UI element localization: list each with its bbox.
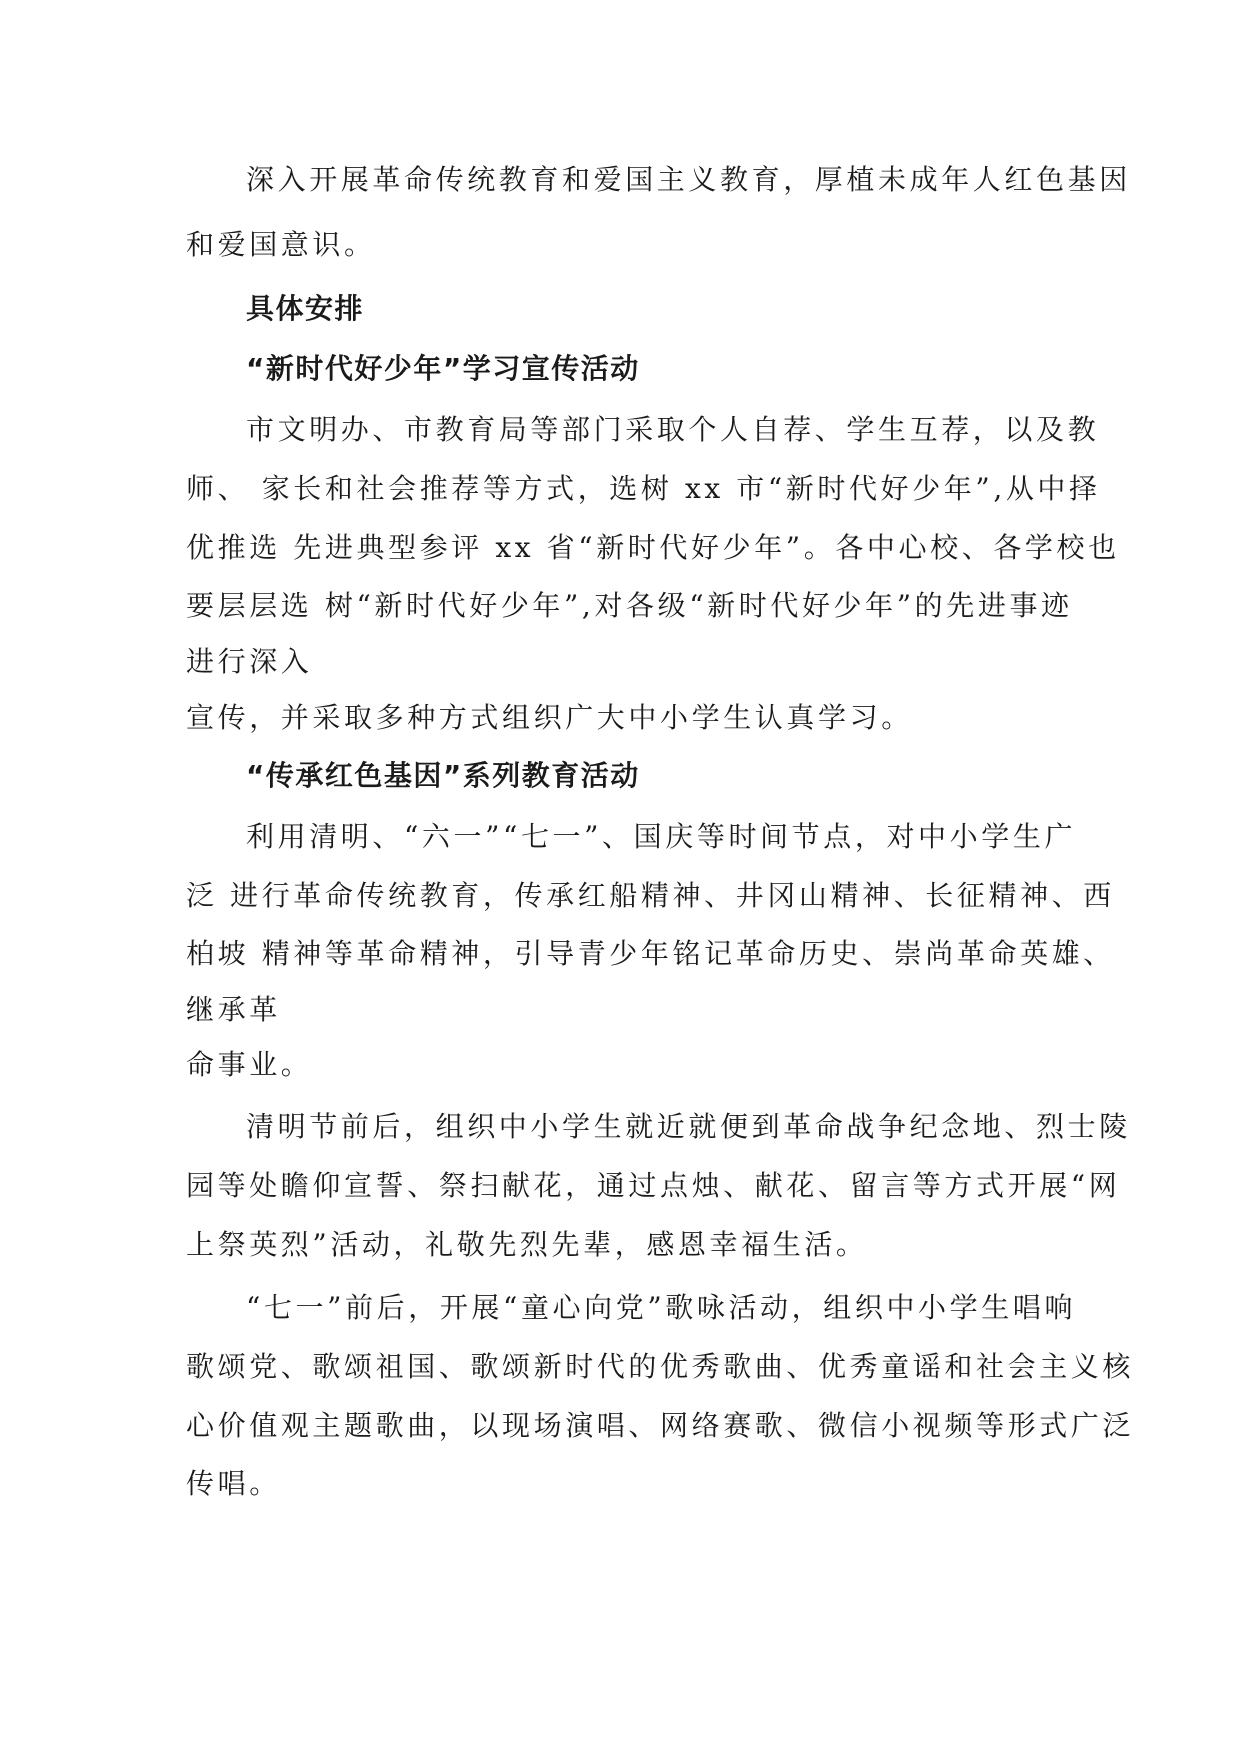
paragraph-line: 歌颂党、歌颂祖国、歌颂新时代的优秀歌曲、优秀童谣和社会主义核	[186, 1350, 1135, 1383]
paragraph-line: “七一”前后，开展“童心向党”歌咏活动，组织中小学生唱响	[246, 1291, 1077, 1324]
paragraph-line: 上祭英烈”活动，礼敬先烈先辈，感恩幸福生活。	[186, 1228, 868, 1261]
paragraph-line: 优推选 先进典型参评 xx 省“新时代好少年”。各中心校、各学校也	[186, 531, 1120, 564]
paragraph-line: 继承革	[186, 993, 281, 1026]
paragraph-line: 园等处瞻仰宣誓、祭扫献花，通过点烛、献花、留言等方式开展“网	[186, 1169, 1121, 1202]
subsection-heading: “传承红色基因”系列教育活动	[246, 759, 640, 792]
paragraph-line: 命事业。	[186, 1048, 313, 1081]
paragraph-line: 和爱国意识。	[186, 228, 376, 261]
paragraph-line: 市文明办、市教育局等部门采取个人自荐、学生互荐，以及教	[246, 413, 1100, 446]
paragraph-line: 进行深入	[186, 645, 313, 678]
paragraph-line: 柏坡 精神等革命精神，引导青少年铭记革命历史、崇尚革命英雄、	[186, 937, 1115, 970]
paragraph-line: 传唱。	[186, 1467, 281, 1500]
paragraph-line: 利用清明、“六一”“七一”、国庆等时间节点，对中小学生广	[246, 820, 1077, 853]
paragraph-line: 深入开展革命传统教育和爱国主义教育，厚植未成年人红色基因	[246, 163, 1131, 196]
subsection-heading: “新时代好少年”学习宣传活动	[246, 352, 640, 385]
paragraph-line: 心价值观主题歌曲，以现场演唱、网络赛歌、微信小视频等形式广泛	[186, 1409, 1135, 1442]
paragraph-line: 要层层选 树“新时代好少年”,对各级“新时代好少年”的先进事迹	[186, 589, 1073, 622]
paragraph-line: 宣传，并采取多种方式组织广大中小学生认真学习。	[186, 701, 913, 734]
paragraph-line: 清明节前后，组织中小学生就近就便到革命战争纪念地、烈士陵	[246, 1110, 1131, 1143]
paragraph-line: 师、 家长和社会推荐等方式，选树 xx 市“新时代好少年”,从中择	[186, 472, 1101, 505]
paragraph-line: 泛 进行革命传统教育，传承红船精神、井冈山精神、长征精神、西	[186, 879, 1115, 912]
section-heading: 具体安排	[246, 292, 365, 325]
